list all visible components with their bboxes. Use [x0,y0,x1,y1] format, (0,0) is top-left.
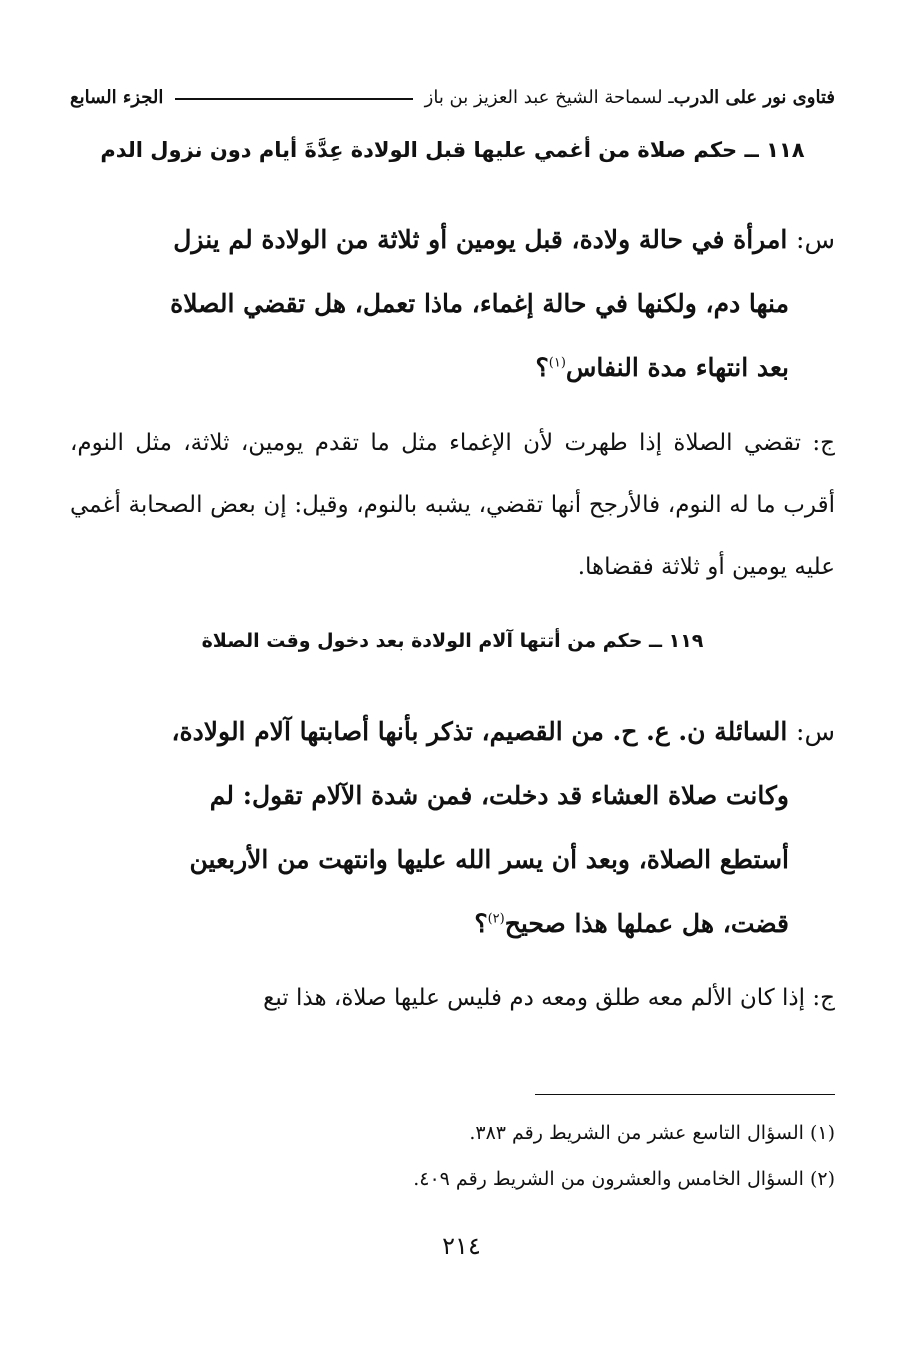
footnote-separator [535,1094,835,1095]
fatwa-119-question [70,700,835,956]
footnote-ref: (٢) [487,911,505,927]
question-line-text: بعد انتهاء مدة النفاس [565,353,789,382]
answer-label: ج: [812,430,835,456]
footnote-ref: (١) [548,355,566,371]
question-label: س: [796,717,835,746]
running-header [70,80,835,114]
book-title: فتاوى نور على الدرب [673,86,835,108]
question-label: س: [796,225,835,254]
footnote-2: (٢) السؤال الخامس والعشرون من الشريط رقم ٤٠٩. [413,1168,835,1190]
question-mark: ؟ [474,909,488,938]
question-line: أستطع الصلاة، وبعد أن يسر الله عليها وانتهت من الأربعين [189,845,789,874]
answer-label: ج: [812,985,835,1011]
question-line: منها دم، ولكنها في حالة إغماء، ماذا تعمل، هل تقضي الصلاة [170,289,789,318]
answer-text: إذا كان الألم معه طلق ومعه دم فليس عليها صلاة، هذا تبع [263,985,806,1011]
question-line: السائلة ن. ع. ح. من القصيم، تذكر بأنها أصابتها آلام الولادة، [171,717,788,746]
question-line: امرأة في حالة ولادة، قبل يومين أو ثلاثة من الولادة لم ينزل [173,225,788,254]
part-label: الجزء السابع [70,86,164,108]
question-line: وكانت صلاة العشاء قد دخلت، فمن شدة الآلام تقول: لم [209,781,789,810]
fatwa-119-title: ١١٩ ــ حكم من أتتها آلام الولادة بعد دخول وقت الصلاة [201,630,704,652]
question-line [70,892,835,956]
answer-text: تقضي الصلاة إذا طهرت لأن الإغماء مثل ما تقدم يومين، ثلاثة، مثل النوم، أقرب ما له النوم، فالأرجح أنها تقضي، يشبه بالنوم، وقيل: إن بعض الصحابة أغمي عليه يومين أو ثلاثة فقضاها. [70,430,835,580]
header-rule [175,98,412,100]
fatwa-118-title: ١١٨ ــ حكم صلاة من أغمي عليها قبل الولادة عِدَّةَ أيام دون نزول الدم [100,138,805,162]
question-line-text: قضت، هل عملها هذا صحيح [504,909,789,938]
fatwa-118-question [70,208,835,400]
fatwa-119-answer [70,966,835,1030]
fatwa-118-answer [70,412,835,598]
question-line [70,336,835,400]
question-mark: ؟ [535,353,549,382]
page-number: ٢١٤ [442,1232,481,1260]
footnote-1: (١) السؤال التاسع عشر من الشريط رقم ٣٨٣. [469,1122,835,1144]
author-credit: ـ لسماحة الشيخ عبد العزيز بن باز [424,86,674,108]
